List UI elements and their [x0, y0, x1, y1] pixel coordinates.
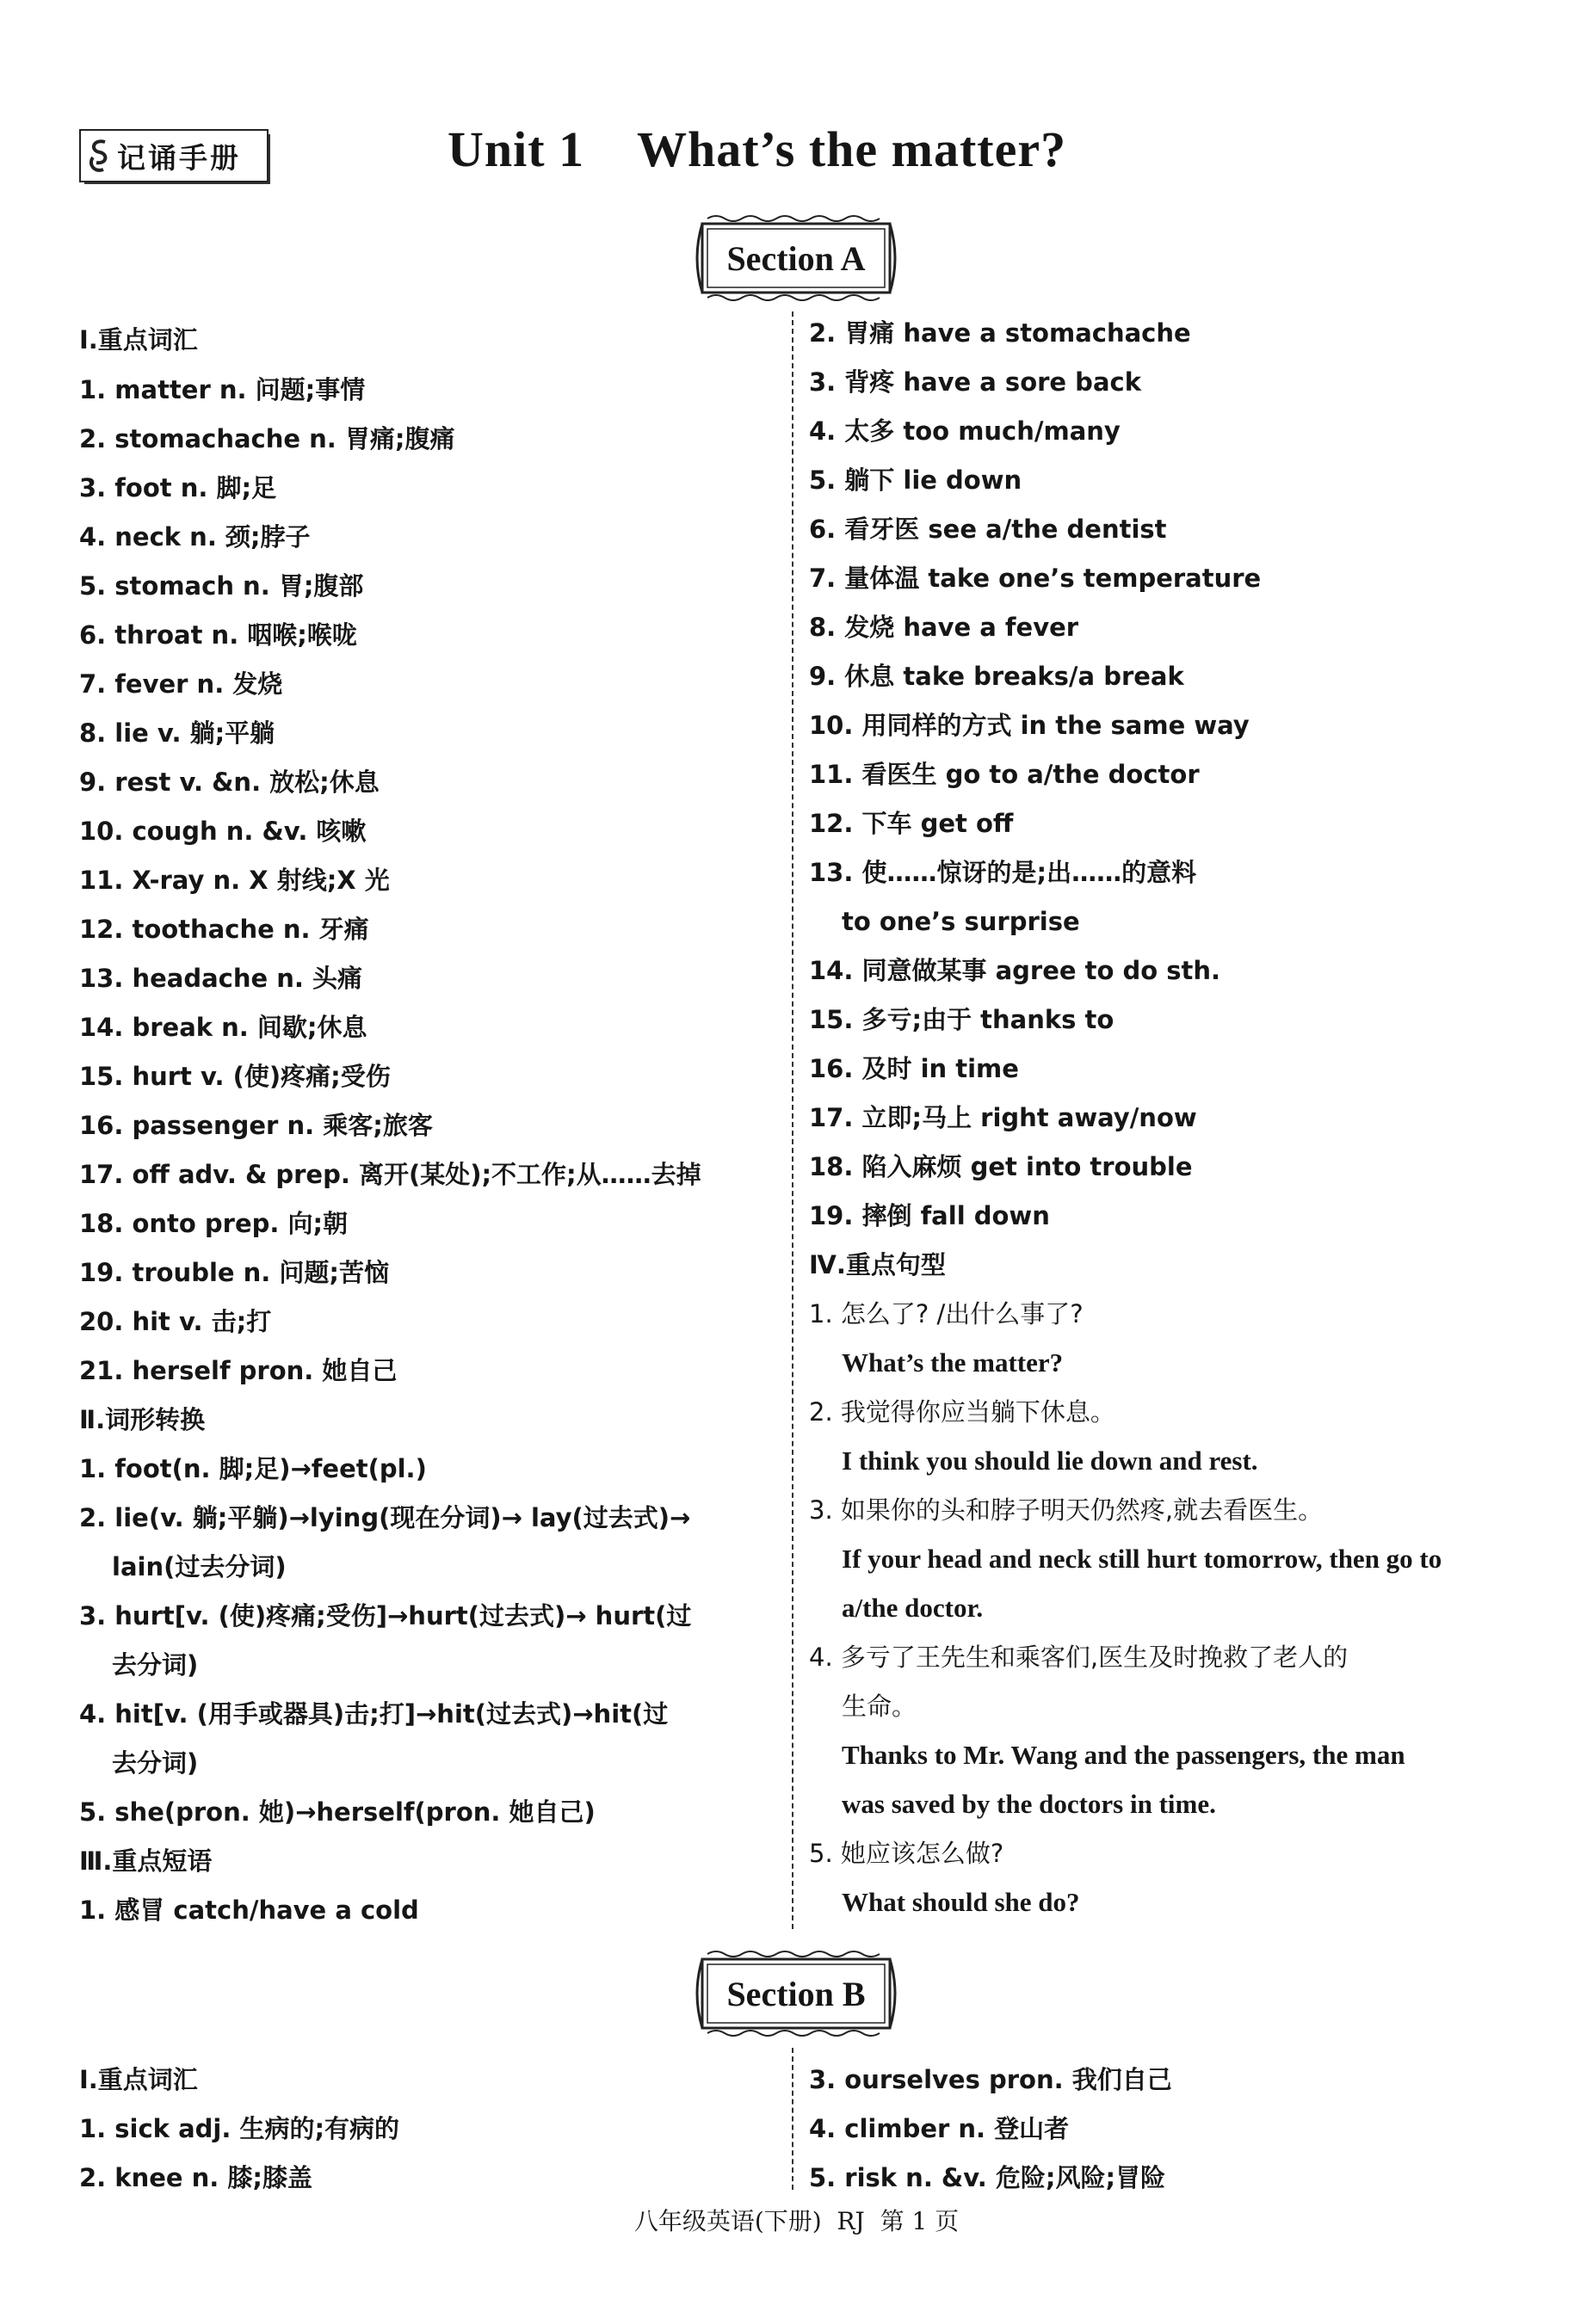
heading-key-phrases: Ⅲ.重点短语	[79, 1846, 213, 1876]
vocab-item: 10. cough n. &v. 咳嗽	[79, 817, 367, 846]
swirl-icon	[86, 137, 112, 175]
word-form-continuation: 去分词)	[112, 1650, 199, 1680]
phrase-item: 8. 发烧 have a fever	[809, 613, 1079, 642]
heading-key-vocabulary: Ⅰ.重点词汇	[79, 325, 198, 354]
vocab-item: 2. knee n. 膝;膝盖	[79, 2163, 313, 2192]
phrase-item: 9. 休息 take breaks/a break	[809, 662, 1184, 691]
phrase-item: 19. 摔倒 fall down	[809, 1201, 1050, 1230]
sentence-english: was saved by the doctors in time.	[842, 1789, 1216, 1819]
section-b-banner	[690, 1949, 902, 2038]
heading-key-vocabulary: Ⅰ.重点词汇	[79, 2065, 198, 2094]
phrase-item: 17. 立即;马上 right away/now	[809, 1103, 1197, 1132]
sentence-english: I think you should lie down and rest.	[842, 1446, 1258, 1476]
vocab-item: 11. X-ray n. X 射线;X 光	[79, 866, 390, 895]
page-footer: 八年级英语(下册) RJ 第 1 页	[633, 2207, 960, 2235]
vocab-item: 6. throat n. 咽喉;喉咙	[79, 620, 357, 650]
sentence-chinese: 1. 怎么了? /出什么事了?	[809, 1299, 1084, 1328]
vocab-item: 2. stomachache n. 胃痛;腹痛	[79, 424, 455, 453]
sentence-english: a/the doctor.	[842, 1593, 984, 1623]
vocab-item: 3. ourselves pron. 我们自己	[809, 2065, 1172, 2094]
word-form-continuation: lain(过去分词)	[112, 1552, 287, 1581]
section-b-label: Section B	[726, 1974, 866, 2013]
phrase-item: 4. 太多 too much/many	[809, 416, 1121, 446]
phrase-item: 10. 用同样的方式 in the same way	[809, 711, 1250, 740]
vocab-item: 8. lie v. 躺;平躺	[79, 718, 275, 748]
word-form-item: 3. hurt[v. (使)疼痛;受伤]→hurt(过去式)→ hurt(过	[79, 1601, 692, 1630]
phrase-item: 12. 下车 get off	[809, 809, 1014, 838]
heading-word-forms: Ⅱ.词形转换	[79, 1405, 206, 1434]
word-form-item: 5. she(pron. 她)→herself(pron. 她自己)	[79, 1797, 596, 1827]
phrase-item: 6. 看牙医 see a/the dentist	[809, 515, 1167, 544]
section-a-banner	[690, 213, 902, 303]
phrase-item: 14. 同意做某事 agree to do sth.	[809, 956, 1221, 985]
memorize-handbook-badge	[79, 129, 269, 182]
phrase-item: 7. 量体温 take one’s temperature	[809, 564, 1262, 593]
vocab-item: 9. rest v. &n. 放松;休息	[79, 767, 380, 797]
vocab-item: 19. trouble n. 问题;苦恼	[79, 1258, 390, 1287]
sentence-chinese: 生命。	[842, 1692, 917, 1721]
vocab-item: 13. headache n. 头痛	[79, 964, 363, 993]
vocab-item: 7. fever n. 发烧	[79, 669, 283, 699]
phrase-item: 16. 及时 in time	[809, 1054, 1019, 1083]
phrase-item: 5. 躺下 lie down	[809, 465, 1022, 495]
vocab-item: 1. matter n. 问题;事情	[79, 375, 366, 404]
word-form-continuation: 去分词)	[112, 1748, 199, 1778]
phrase-item: 18. 陷入麻烦 get into trouble	[809, 1152, 1193, 1181]
sentence-chinese: 3. 如果你的头和脖子明天仍然疼,就去看医生。	[809, 1495, 1324, 1525]
sentence-english: What’s the matter?	[842, 1347, 1064, 1378]
phrase-item: 1. 感冒 catch/have a cold	[79, 1896, 419, 1925]
phrase-item: 3. 背疼 have a sore back	[809, 367, 1141, 397]
sentence-english: Thanks to Mr. Wang and the passengers, the man	[842, 1740, 1405, 1770]
heading-key-sentences: Ⅳ.重点句型	[809, 1250, 946, 1279]
vocab-item: 18. onto prep. 向;朝	[79, 1209, 349, 1238]
vocab-item: 21. herself pron. 她自己	[79, 1356, 398, 1385]
word-form-item: 2. lie(v. 躺;平躺)→lying(现在分词)→ lay(过去式)→	[79, 1503, 691, 1532]
column-divider	[792, 2048, 793, 2190]
sentence-english: If your head and neck still hurt tomorrow, then go to	[842, 1544, 1442, 1574]
vocab-item: 4. climber n. 登山者	[809, 2114, 1070, 2143]
badge-label: 记诵手册	[117, 140, 241, 175]
sentence-chinese: 4. 多亏了王先生和乘客们,医生及时挽救了老人的	[809, 1643, 1349, 1672]
phrase-item: 13. 使……惊讶的是;出……的意料	[809, 858, 1197, 887]
sentence-english: What should she do?	[842, 1887, 1080, 1917]
vocab-item: 14. break n. 间歇;休息	[79, 1013, 367, 1042]
vocab-item: 12. toothache n. 牙痛	[79, 915, 369, 944]
phrase-continuation: to one’s surprise	[842, 907, 1080, 936]
sentence-chinese: 5. 她应该怎么做?	[809, 1839, 1004, 1868]
vocab-item: 5. stomach n. 胃;腹部	[79, 571, 364, 601]
vocab-item: 16. passenger n. 乘客;旅客	[79, 1111, 433, 1140]
vocab-item: 20. hit v. 击;打	[79, 1307, 272, 1336]
vocab-item: 4. neck n. 颈;脖子	[79, 522, 311, 552]
vocab-item: 5. risk n. &v. 危险;风险;冒险	[809, 2163, 1166, 2192]
phrase-item: 2. 胃痛 have a stomachache	[809, 318, 1191, 348]
vocab-item: 17. off adv. & prep. 离开(某处);不工作;从……去掉	[79, 1160, 701, 1189]
page-title: Unit 1 What’s the matter?	[448, 121, 1067, 177]
vocab-item: 15. hurt v. (使)疼痛;受伤	[79, 1062, 391, 1091]
section-a-label: Section A	[726, 238, 866, 278]
word-form-item: 1. foot(n. 脚;足)→feet(pl.)	[79, 1454, 427, 1483]
word-form-item: 4. hit[v. (用手或器具)击;打]→hit(过去式)→hit(过	[79, 1699, 669, 1729]
sentence-chinese: 2. 我觉得你应当躺下休息。	[809, 1397, 1115, 1427]
vocab-item: 1. sick adj. 生病的;有病的	[79, 2114, 400, 2143]
vocab-item: 3. foot n. 脚;足	[79, 473, 277, 502]
phrase-item: 15. 多亏;由于 thanks to	[809, 1005, 1114, 1034]
column-divider	[792, 311, 793, 1929]
phrase-item: 11. 看医生 go to a/the doctor	[809, 760, 1200, 789]
